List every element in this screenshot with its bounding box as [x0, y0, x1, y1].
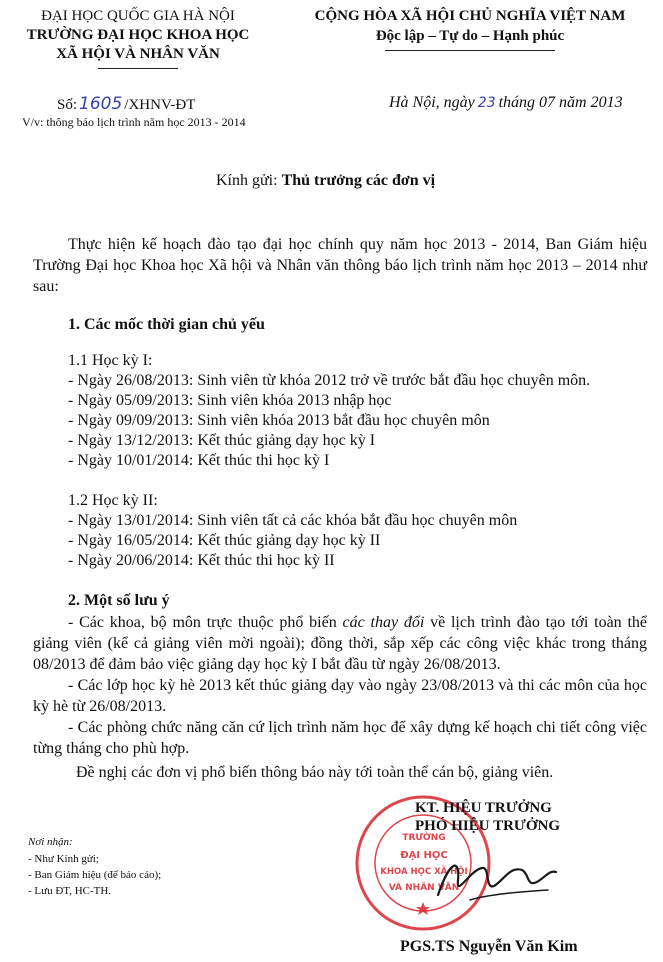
receivers-item: - Ban Giám hiệu (để báo cáo); [28, 869, 162, 881]
sem1-item: - Ngày 13/12/2013: Kết thúc giảng dạy học kỳ I [68, 432, 376, 449]
stamp-text: ĐẠI HỌC [400, 850, 448, 861]
place-date-part1: Hà Nội, ngày [389, 94, 475, 111]
sem1-title: 1.1 Học kỳ I: [68, 352, 153, 369]
note1-emphasis: các thay đổi [342, 614, 425, 631]
school-name-line2: XÃ HỘI VÀ NHÂN VĂN [56, 46, 220, 62]
receivers-title: Nơi nhận: [28, 836, 73, 848]
sem1-item: - Ngày 26/08/2013: Sinh viên từ khóa 2012 trở về trước bắt đầu học chuyên môn. [68, 372, 591, 389]
place-date-day: 23 [477, 95, 496, 111]
place-date [389, 94, 623, 112]
sem1-item: - Ngày 10/01/2014: Kết thúc thi học kỳ I [68, 452, 330, 469]
doc-number-handwritten: 1605 [79, 94, 123, 114]
national-title: CỘNG HÒA XÃ HỘI CHỦ NGHĨA VIỆT NAM [314, 8, 626, 24]
handwritten-signature [430, 850, 560, 910]
doc-number-suffix: /XHNV-ĐT [124, 97, 196, 113]
section1-title: 1. Các mốc thời gian chủ yếu [68, 316, 265, 333]
signer-name: PGS.TS Nguyễn Văn Kim [400, 938, 578, 955]
signature-title-line2: PHÓ HIỆU TRƯỞNG [415, 818, 561, 834]
doc-number-prefix: Số: [57, 97, 78, 113]
header-left-underline [98, 68, 178, 69]
sem1-item: - Ngày 05/09/2013: Sinh viên khóa 2013 nhập học [68, 392, 392, 409]
intro-paragraph: Thực hiện kế hoạch đào tạo đại học chính quy năm học 2013 - 2014, Ban Giám hiệu Trường Đại học Khoa học Xã hội và Nhân văn thông báo lịch trình năm học 2013 – 2014 như sau: [33, 236, 647, 295]
receivers-item: - Lưu ĐT, HC-TH. [28, 885, 112, 897]
note-paragraph [33, 612, 647, 675]
sem2-item: - Ngày 20/06/2014: Kết thúc thi học kỳ II [68, 552, 335, 569]
receivers-item: - Như Kính gửi; [28, 853, 99, 865]
section2-title: 2. Một số lưu ý [68, 592, 170, 609]
note1-end: về lịch trình đào tạo tới toàn thể giảng viên (kể cả giảng viên mời ngoài); đồng thời, sắp xếp các công việc khác trong tháng 08/2013 để đảm bảo việc giảng dạy học kỳ I bắt đầu từ ngày 26/08/2013. [33, 614, 648, 673]
place-date-part2: tháng 07 năm 2013 [498, 94, 623, 111]
document-subject: V/v: thông báo lịch trình năm học 2013 - 2014 [22, 115, 246, 129]
sem2-item: - Ngày 13/01/2014: Sinh viên tất cả các khóa bắt đầu học chuyên môn [68, 512, 518, 529]
header-right-underline [385, 50, 555, 51]
sem2-item: - Ngày 16/05/2014: Kết thúc giảng dạy học kỳ II [68, 532, 381, 549]
stamp-text: TRƯỜNG [402, 833, 446, 843]
stamp-text: KHOA HỌC XÃ HỘI [380, 867, 468, 877]
note-paragraph: - Các lớp học kỳ hè 2013 kết thúc giảng dạy vào ngày 23/08/2013 và thi các môn của học kỳ hè từ 26/08/2013. [33, 677, 647, 715]
recipient-label: Kính gửi: [216, 172, 278, 189]
sem2-title: 1.2 Học kỳ II: [68, 492, 158, 509]
closing-sentence: Đề nghị các đơn vị phổ biến thông báo này tới toàn thể cán bộ, giảng viên. [76, 764, 554, 781]
school-name-line1: TRƯỜNG ĐẠI HỌC KHOA HỌC [26, 27, 250, 43]
stamp-text: VÀ NHÂN VĂN [388, 883, 460, 893]
note-paragraph: - Các phòng chức năng căn cứ lịch trình năm học để xây dựng kế hoạch chi tiết công việc từng tháng cho phù hợp. [33, 719, 647, 757]
recipient [216, 172, 435, 190]
note1-start: - Các khoa, bộ môn trực thuộc phổ biến [68, 614, 343, 631]
national-motto: Độc lập – Tự do – Hạnh phúc [375, 28, 565, 44]
document-number [57, 94, 195, 114]
university-name: ĐẠI HỌC QUỐC GIA HÀ NỘI [41, 8, 235, 24]
signature-title-line1: KT. HIỆU TRƯỞNG [415, 800, 552, 816]
sem1-item: - Ngày 09/09/2013: Sinh viên khóa 2013 bắt đầu học chuyên môn [68, 412, 490, 429]
recipient-value: Thủ trưởng các đơn vị [281, 172, 436, 189]
